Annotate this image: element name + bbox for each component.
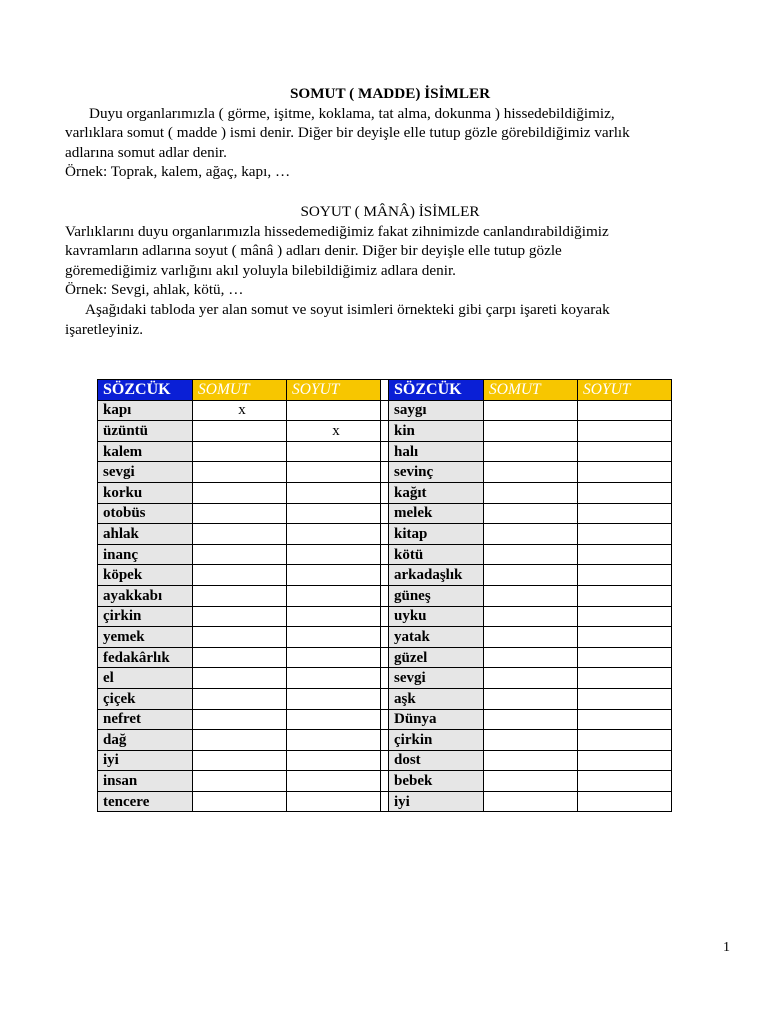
word-cell-left: kalem [98,441,193,462]
instruction-line-2: işaretleyiniz. [65,320,144,338]
word-cell-left: yemek [98,627,193,648]
concrete-mark-right[interactable] [484,750,578,771]
abstract-mark-left[interactable] [287,565,381,586]
word-cell-right: kağıt [389,482,484,503]
header-abstract-left: SOYUT [287,380,381,401]
concrete-mark-right[interactable] [484,627,578,648]
table-row [98,503,672,524]
table-row [98,750,672,771]
concrete-mark-left[interactable] [193,503,287,524]
concrete-mark-right[interactable] [484,647,578,668]
concrete-mark-right[interactable] [484,462,578,483]
word-cell-left: ayakkabı [98,585,193,606]
concrete-mark-right[interactable] [484,791,578,812]
table-gap [381,544,389,565]
word-cell-left: dağ [98,730,193,751]
table-body [98,400,672,812]
word-cell-right: kötü [389,544,484,565]
concrete-mark-left[interactable] [193,441,287,462]
table-row [98,709,672,730]
table-gap [381,585,389,606]
abstract-mark-right[interactable] [578,544,672,565]
header-abstract-right: SOYUT [578,380,672,401]
word-cell-left: çiçek [98,688,193,709]
table-gap [381,668,389,689]
abstract-mark-left[interactable] [287,441,381,462]
table-gap [381,791,389,812]
abstract-mark-right[interactable] [578,482,672,503]
word-cell-right: bebek [389,771,484,792]
word-cell-right: melek [389,503,484,524]
concrete-mark-left[interactable] [193,544,287,565]
abstract-mark-right[interactable] [578,585,672,606]
abstract-mark-left[interactable] [287,503,381,524]
abstract-mark-right[interactable] [578,627,672,648]
word-cell-left: nefret [98,709,193,730]
table-gap [381,565,389,586]
concrete-title: SOMUT ( MADDE) İSİMLER [289,85,491,102]
abstract-mark-left[interactable] [287,544,381,565]
concrete-mark-right[interactable] [484,606,578,627]
word-cell-right: uyku [389,606,484,627]
concrete-mark-right[interactable] [484,482,578,503]
word-cell-left: iyi [98,750,193,771]
word-cell-right: aşk [389,688,484,709]
table-gap [381,750,389,771]
abstract-title: SOYUT ( MÂNÂ) İSİMLER [300,202,480,220]
concrete-mark-left[interactable] [193,421,287,442]
concrete-mark-left[interactable] [193,606,287,627]
table-row [98,524,672,545]
table-row [98,482,672,503]
table-row [98,544,672,565]
word-cell-left: tencere [98,791,193,812]
abstract-mark-right[interactable] [578,688,672,709]
document-body [65,84,715,339]
table-gap [381,380,389,401]
concrete-mark-right[interactable] [484,709,578,730]
abstract-mark-right[interactable] [578,771,672,792]
concrete-example: Örnek: Toprak, kalem, ağaç, kapı, … [65,163,291,181]
concrete-mark-right[interactable] [484,668,578,689]
table-row [98,441,672,462]
word-cell-left: el [98,668,193,689]
abstract-mark-left[interactable] [287,482,381,503]
table-row [98,647,672,668]
table-gap [381,441,389,462]
header-word-right: SÖZCÜK [389,380,484,401]
abstract-mark-right[interactable] [578,606,672,627]
table-row [98,421,672,442]
word-cell-right: sevinç [389,462,484,483]
concrete-mark-right[interactable] [484,771,578,792]
abstract-mark-right[interactable] [578,565,672,586]
table-gap [381,503,389,524]
table-gap [381,400,389,421]
table-row [98,565,672,586]
table-gap [381,688,389,709]
abstract-mark-left[interactable] [287,606,381,627]
abstract-mark-left[interactable] [287,647,381,668]
abstract-mark-left[interactable] [287,688,381,709]
abstract-mark-right[interactable] [578,462,672,483]
word-cell-left: sevgi [98,462,193,483]
concrete-mark-left[interactable] [193,709,287,730]
table-gap [381,482,389,503]
abstract-mark-right[interactable] [578,791,672,812]
word-cell-right: kitap [389,524,484,545]
table-gap [381,462,389,483]
abstract-mark-right[interactable] [578,503,672,524]
abstract-mark-right[interactable] [578,730,672,751]
abstract-paragraph [65,222,715,340]
abstract-mark-right[interactable] [578,668,672,689]
word-cell-right: sevgi [389,668,484,689]
word-cell-left: inanç [98,544,193,565]
abstract-mark-right[interactable] [578,421,672,442]
abstract-mark-left[interactable] [287,400,381,421]
concrete-line-2: varlıklara somut ( madde ) ismi denir. Diğer bir deyişle elle tutup gözle görebildiğimiz varlık [65,124,630,142]
abstract-mark-right[interactable] [578,647,672,668]
word-cell-left: otobüs [98,503,193,524]
concrete-mark-right[interactable] [484,400,578,421]
concrete-mark-right[interactable] [484,544,578,565]
table-gap [381,647,389,668]
table-gap [381,524,389,545]
word-cell-left: korku [98,482,193,503]
table-gap [381,421,389,442]
table-row [98,730,672,751]
word-cell-right: güneş [389,585,484,606]
concrete-mark-right[interactable] [484,503,578,524]
word-cell-left: kapı [98,400,193,421]
word-cell-right: dost [389,750,484,771]
word-cell-right: halı [389,441,484,462]
table-gap [381,627,389,648]
table-row [98,400,672,421]
concrete-mark-left[interactable] [193,627,287,648]
word-classification-table [97,379,672,812]
word-cell-right: kin [389,421,484,442]
concrete-mark-left[interactable] [193,524,287,545]
table-gap [381,771,389,792]
concrete-mark-right[interactable] [484,688,578,709]
abstract-mark-left[interactable] [287,668,381,689]
abstract-example: Örnek: Sevgi, ahlak, kötü, … [65,281,244,299]
concrete-mark-left[interactable] [193,585,287,606]
word-cell-right: saygı [389,400,484,421]
abstract-line-2: kavramların adlarına soyut ( mânâ ) adları denir. Diğer bir deyişle elle tutup gözle [65,242,562,260]
table-row [98,791,672,812]
concrete-mark-left[interactable] [193,771,287,792]
concrete-mark-right[interactable] [484,441,578,462]
abstract-mark-left[interactable] [287,750,381,771]
table-row [98,585,672,606]
concrete-mark-left[interactable]: x [193,400,287,421]
table-row [98,462,672,483]
word-cell-left: üzüntü [98,421,193,442]
abstract-mark-left[interactable] [287,771,381,792]
abstract-mark-left[interactable] [287,524,381,545]
word-cell-left: köpek [98,565,193,586]
word-cell-left: ahlak [98,524,193,545]
word-cell-right: yatak [389,627,484,648]
abstract-mark-right[interactable] [578,400,672,421]
word-cell-right: iyi [389,791,484,812]
header-word-left: SÖZCÜK [98,380,193,401]
concrete-mark-left[interactable] [193,688,287,709]
table-row [98,627,672,648]
abstract-mark-left[interactable] [287,585,381,606]
concrete-mark-right[interactable] [484,421,578,442]
concrete-mark-left[interactable] [193,462,287,483]
abstract-line-1: Varlıklarını duyu organlarımızla hissedemediğimiz fakat zihnimizde canlandırabildiğimiz [65,222,609,240]
concrete-paragraph [65,104,715,182]
concrete-mark-left[interactable] [193,791,287,812]
concrete-mark-left[interactable] [193,750,287,771]
abstract-mark-left[interactable] [287,730,381,751]
abstract-mark-left[interactable] [287,791,381,812]
concrete-mark-left[interactable] [193,565,287,586]
table-gap [381,730,389,751]
concrete-line-1: Duyu organlarımızla ( görme, işitme, koklama, tat alma, dokunma ) hissedebildiğimiz, [89,104,615,122]
concrete-mark-left[interactable] [193,482,287,503]
concrete-mark-left[interactable] [193,730,287,751]
abstract-mark-right[interactable] [578,524,672,545]
table-gap [381,606,389,627]
word-cell-right: Dünya [389,709,484,730]
word-cell-left: insan [98,771,193,792]
abstract-mark-right[interactable] [578,441,672,462]
header-concrete-right: SOMUT [484,380,578,401]
abstract-mark-right[interactable] [578,709,672,730]
table-row [98,688,672,709]
abstract-mark-left[interactable] [287,462,381,483]
abstract-mark-right[interactable] [578,750,672,771]
table-row [98,606,672,627]
word-cell-right: çirkin [389,730,484,751]
table-row [98,771,672,792]
table-gap [381,709,389,730]
page-number: 1 [723,940,730,955]
concrete-mark-right[interactable] [484,730,578,751]
concrete-mark-left[interactable] [193,647,287,668]
word-cell-left: fedakârlık [98,647,193,668]
table-header-row [98,380,672,401]
concrete-mark-right[interactable] [484,524,578,545]
header-concrete-left: SOMUT [193,380,287,401]
abstract-mark-left[interactable] [287,627,381,648]
word-cell-right: arkadaşlık [389,565,484,586]
table-row [98,668,672,689]
concrete-line-3: adlarına somut adlar denir. [65,143,227,161]
concrete-mark-right[interactable] [484,565,578,586]
word-cell-right: güzel [389,647,484,668]
abstract-mark-left[interactable] [287,709,381,730]
abstract-mark-left[interactable]: x [287,421,381,442]
word-cell-left: çirkin [98,606,193,627]
abstract-line-3: göremediğimiz varlığını akıl yoluyla bilebildiğimiz adlara denir. [65,261,456,279]
concrete-mark-right[interactable] [484,585,578,606]
concrete-mark-left[interactable] [193,668,287,689]
instruction-line-1: Aşağıdaki tabloda yer alan somut ve soyut isimleri örnekteki gibi çarpı işareti koyarak [85,300,610,318]
